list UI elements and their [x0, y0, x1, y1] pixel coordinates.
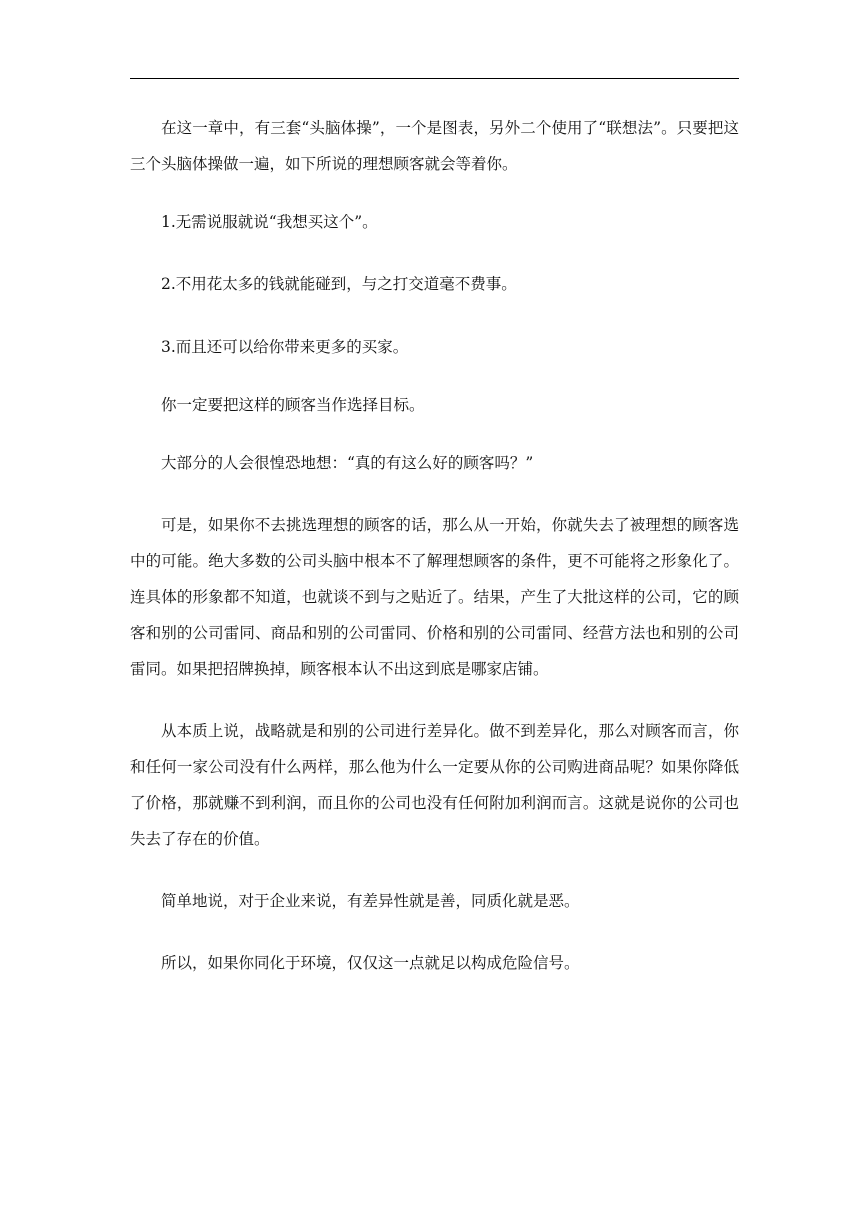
list-item-2: 2.不用花太多的钱就能碰到，与之打交道毫不费事。 [161, 275, 517, 293]
paragraph-target: 你一定要把这样的顾客当作选择目标。 [161, 396, 425, 414]
paragraph-question: 大部分的人会很惶恐地想：“真的有这么好的顾客吗？” [161, 454, 534, 472]
list-item-3: 3.而且还可以给你带来更多的买家。 [161, 338, 409, 356]
paragraph-conclusion: 所以，如果你同化于环境，仅仅这一点就足以构成危险信号。 [161, 954, 580, 972]
paragraph-intro: 在这一章中，有三套“头脑体操”，一个是图表，另外二个使用了“联想法”。只要把这三个头脑体操做一遍，如下所说的理想顾客就会等着你。 [130, 119, 739, 173]
paragraph-ideal-customer: 可是，如果你不去挑选理想的顾客的话，那么从一开始，你就失去了被理想的顾客选中的可能。绝大多数的公司头脑中根本不了解理想顾客的条件，更不可能将之形象化了。连具体的形象都不知道，也就谈不到与之贴近了。结果，产生了大批这样的公司，它的顾客和别的公司雷同、商品和别的公司雷同、价格和别的公司雷同、经营方法也和别的公司雷同。如果把招牌换掉，顾客根本认不出这到底是哪家店铺。 [130, 516, 739, 678]
paragraph-strategy: 从本质上说，战略就是和别的公司进行差异化。做不到差异化，那么对顾客而言，你和任何一家公司没有什么两样，那么他为什么一定要从你的公司购进商品呢？如果你降低了价格，那就赚不到利润，而且你的公司也没有任何附加利润而言。这就是说你的公司也失去了存在的价值。 [130, 722, 739, 848]
paragraph-summary: 简单地说，对于企业来说，有差异性就是善，同质化就是恶。 [161, 892, 580, 910]
document-body [130, 110, 739, 1005]
list-item-1: 1.无需说服就说“我想买这个”。 [161, 213, 378, 231]
header-rule [130, 78, 739, 79]
